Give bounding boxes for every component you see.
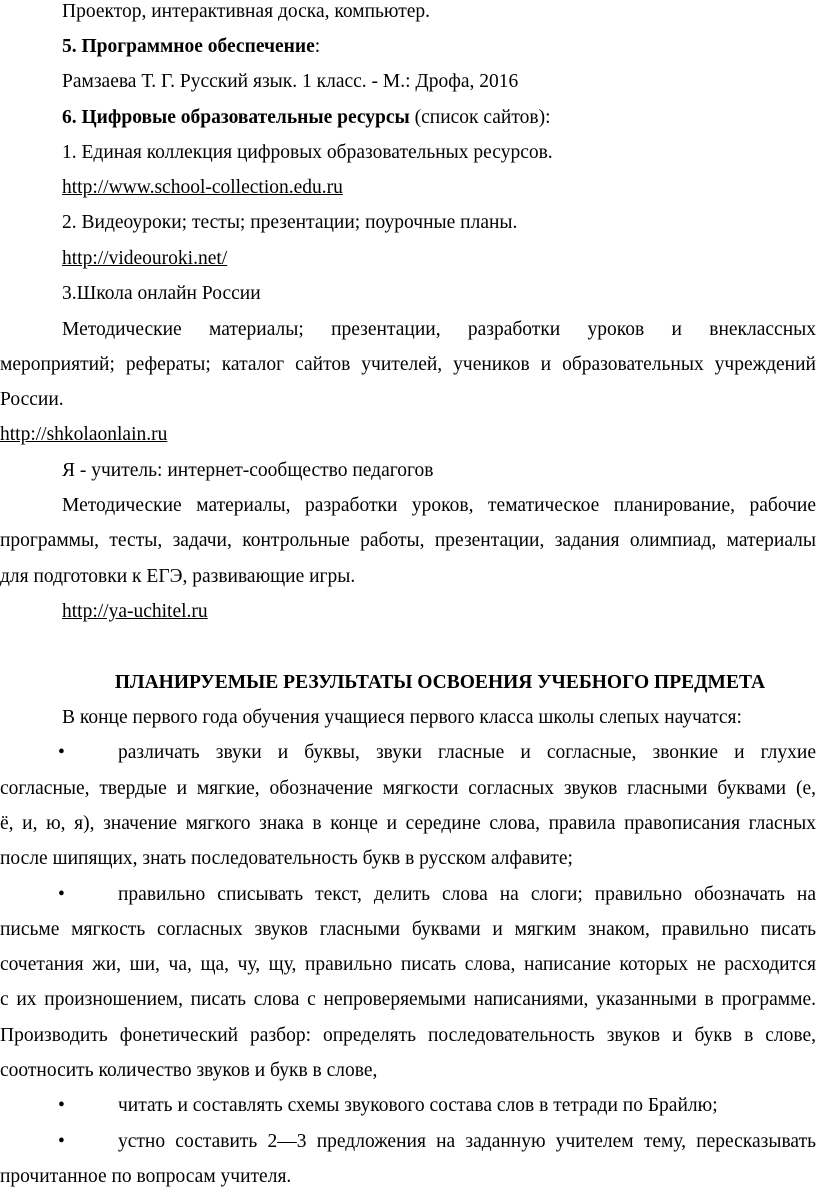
- resource-1-title: 1. Единая коллекция цифровых образовательных ресурсов.: [62, 142, 553, 163]
- digital-resources-heading: [62, 106, 551, 130]
- resource-3-title: 3.Школа онлайн России: [62, 283, 261, 304]
- bullet-2-icon: •: [58, 884, 65, 905]
- bullet-2-text-4: с их произношением, писать слова с непроверяемыми написаниями, указанными в программе.: [0, 989, 816, 1010]
- bullet-2-line-4: [0, 988, 816, 1012]
- resource-4-title: Я - учитель: интернет-сообщество педагогов: [62, 460, 434, 481]
- resource-1-link[interactable]: http://www.school-collection.edu.ru: [62, 177, 343, 198]
- resource-2-link[interactable]: http://videouroki.net/: [62, 248, 228, 269]
- bullet-1-line-3: [0, 812, 816, 836]
- results-intro: В конце первого года обучения учащиеся первого класса школы слепых научатся:: [62, 707, 742, 728]
- resource-3-desc-1-text: Методические материалы; презентации, разработки уроков и внеклассных: [62, 319, 816, 340]
- results-heading: [0, 671, 816, 695]
- results-heading-text: ПЛАНИРУЕМЫЕ РЕЗУЛЬТАТЫ ОСВОЕНИЯ УЧЕБНОГО ПРЕДМЕТА: [114, 672, 766, 693]
- digital-heading-text: 6. Цифровые образовательные ресурсы: [62, 107, 410, 128]
- resource-3-desc-line-3: России.: [0, 389, 64, 410]
- bullet-3-line-1: читать и составлять схемы звукового состава слов в тетради по Брайлю;: [118, 1095, 718, 1116]
- equipment-line: Проектор, интерактивная доска, компьютер.: [62, 1, 431, 22]
- resource-4-desc-line-3: для подготовки к ЕГЭ, развивающие игры.: [0, 566, 356, 587]
- bullet-2-line-1: [118, 883, 816, 907]
- bullet-2-text-2: письме мягкость согласных звуков гласными буквами и мягким знаком, правильно писать: [0, 919, 816, 940]
- resource-3-desc-line-1: [62, 318, 816, 342]
- bullet-1-text-2: согласные, твердые и мягкие, обозначение мягкости согласных звуков гласными буквами (е,: [0, 778, 816, 799]
- bullet-1-icon: •: [58, 742, 65, 763]
- resource-4-link[interactable]: http://ya-uchitel.ru: [62, 601, 208, 622]
- bullet-4-text-1: устно составить 2—3 предложения на заданную учителем тему, пересказывать: [118, 1131, 816, 1152]
- bullet-1-line-4: после шипящих, знать последовательность букв в русском алфавите;: [0, 848, 573, 869]
- bullet-2-line-6: соотносить количество звуков и букв в слове,: [0, 1060, 378, 1081]
- software-heading: [62, 35, 320, 59]
- resource-4-desc-2-text: программы, тесты, задачи, контрольные работы, презентации, задания олимпиад, материалы: [0, 530, 816, 551]
- bullet-4-line-2: прочитанное по вопросам учителя.: [0, 1166, 292, 1187]
- bullet-1-text-1: различать звуки и буквы, звуки гласные и согласные, звонкие и глухие: [118, 742, 816, 763]
- resource-2-title: 2. Видеоуроки; тесты; презентации; поурочные планы.: [62, 212, 518, 233]
- software-book: Рамзаева Т. Г. Русский язык. 1 класс. - М.: Дрофа, 2016: [62, 71, 519, 92]
- bullet-1-text-3: ё, и, ю, я), значение мягкого знака в конце и середине слова, правила правописания гласных: [0, 813, 816, 834]
- resource-3-desc-2-text: мероприятий; рефераты; каталог сайтов учителей, учеников и образовательных учреждений: [0, 354, 816, 375]
- resource-4-desc-1-text: Методические материалы, разработки уроков, тематическое планирование, рабочие: [62, 495, 816, 516]
- bullet-2-text-1: правильно списывать текст, делить слова на слоги; правильно обозначать на: [118, 884, 816, 905]
- resource-4-desc-line-2: [0, 529, 816, 553]
- bullet-3-icon: •: [58, 1095, 65, 1116]
- bullet-4-line-1: [118, 1130, 816, 1154]
- bullet-1-line-1: [118, 741, 816, 765]
- resource-3-desc-line-2: [0, 353, 816, 377]
- bullet-2-text-5: Производить фонетический разбор: определять последовательность звуков и букв в слове,: [0, 1025, 816, 1046]
- software-heading-colon: :: [314, 36, 321, 57]
- bullet-1-line-2: [0, 777, 816, 801]
- bullet-2-line-5: [0, 1024, 816, 1048]
- bullet-2-line-2: [0, 918, 816, 942]
- bullet-4-icon: •: [58, 1131, 65, 1152]
- bullet-2-text-3: сочетания жи, ши, ча, ща, чу, щу, правильно писать слова, написание которых не расходится: [0, 954, 816, 975]
- resource-4-desc-line-1: [62, 494, 816, 518]
- bullet-2-line-3: [0, 953, 816, 977]
- resource-3-link[interactable]: http://shkolaonlain.ru: [0, 424, 168, 445]
- software-heading-text: 5. Программное обеспечение: [62, 36, 315, 57]
- digital-heading-rest: (список сайтов):: [409, 107, 551, 128]
